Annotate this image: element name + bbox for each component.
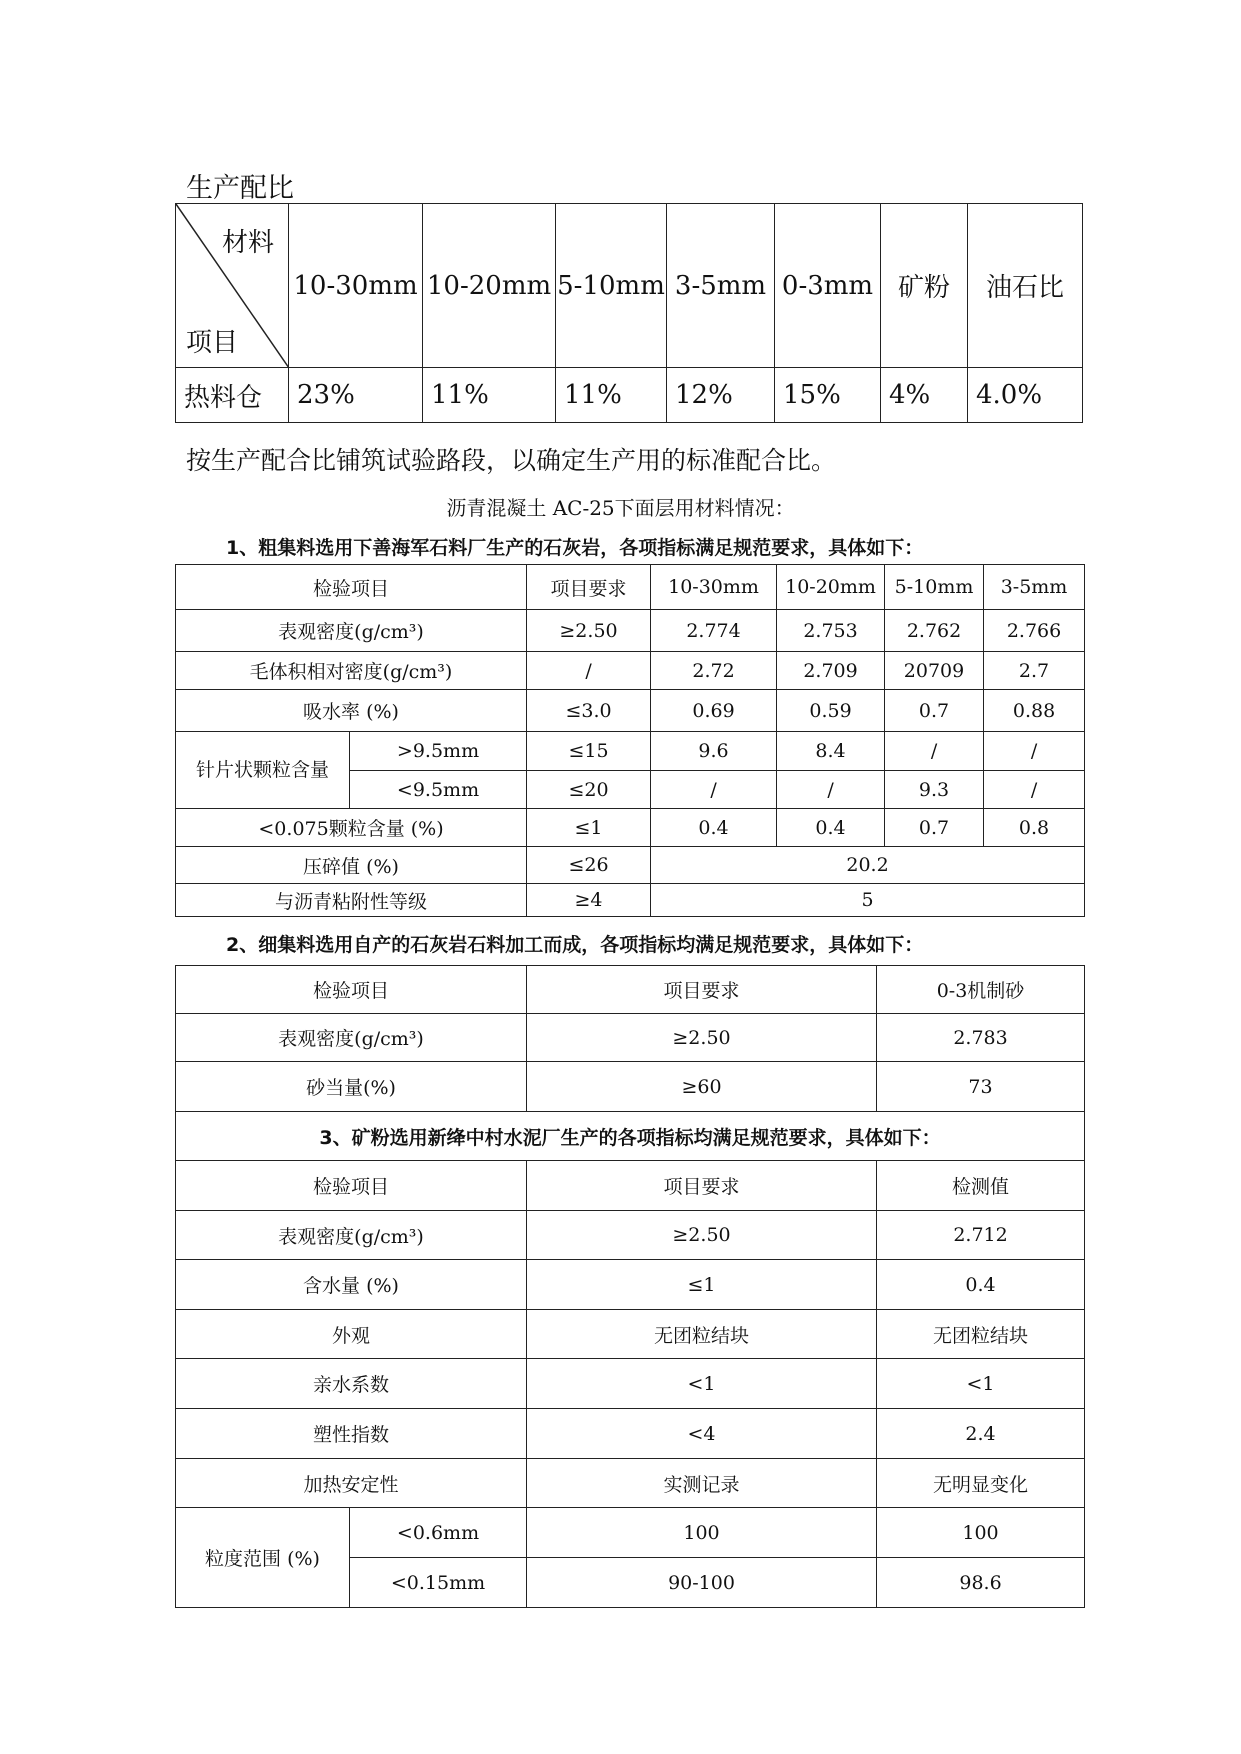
table-header: 项目要求 (527, 1161, 877, 1211)
table-header: 检验项目 (176, 966, 527, 1014)
table-header: 检测值 (877, 1161, 1085, 1211)
value-cell: 5 (651, 884, 1085, 917)
value-cell: 2.7 (984, 652, 1085, 690)
req-cell: <1 (527, 1359, 877, 1409)
value-cell: 20709 (885, 652, 984, 690)
coarse-aggregate-table (175, 564, 1085, 917)
sub-item-cell: >9.5mm (350, 732, 527, 771)
value-cell: 100 (877, 1508, 1085, 1558)
value-cell: 0.4 (877, 1260, 1085, 1310)
table-row (176, 847, 1085, 884)
req-cell: ≤3.0 (527, 690, 651, 732)
req-cell: ≥60 (527, 1062, 877, 1112)
table-header: 检验项目 (176, 565, 527, 610)
value-cell: 20.2 (651, 847, 1085, 884)
item-cell: 外观 (176, 1310, 527, 1359)
req-cell: 实测记录 (527, 1459, 877, 1508)
req-cell: 无团粒结块 (527, 1310, 877, 1359)
table-row (176, 1310, 1085, 1359)
section1-title: 1、粗集料选用下善海军石料厂生产的石灰岩，各项指标满足规范要求，具体如下： (226, 537, 924, 559)
table-header: 项目要求 (527, 966, 877, 1014)
mix-col-header: 10-20mm (423, 204, 556, 368)
mix-col-header: 5-10mm (556, 204, 667, 368)
req-cell: ≥2.50 (527, 1211, 877, 1260)
mix-value: 15% (775, 368, 881, 423)
table-row (176, 732, 1085, 771)
item-cell: 加热安定性 (176, 1459, 527, 1508)
value-cell: 0.7 (885, 809, 984, 847)
req-cell: <4 (527, 1409, 877, 1459)
value-cell: 2.709 (777, 652, 885, 690)
item-cell: 含水量 (%) (176, 1260, 527, 1310)
table-row (176, 1459, 1085, 1508)
value-cell: / (777, 771, 885, 809)
mix-col-header: 0-3mm (775, 204, 881, 368)
item-cell: 针片状颗粒含量 (176, 732, 350, 809)
table-row (176, 610, 1085, 652)
value-cell: 2.774 (651, 610, 777, 652)
req-cell: / (527, 652, 651, 690)
value-cell: 2.766 (984, 610, 1085, 652)
table-row (176, 1211, 1085, 1260)
table-header: 0-3机制砂 (877, 966, 1085, 1014)
table-header: 3-5mm (984, 565, 1085, 610)
item-cell: 表观密度(g/cm³) (176, 610, 527, 652)
sub-item-cell: <9.5mm (350, 771, 527, 809)
value-cell: 0.4 (777, 809, 885, 847)
mix-value: 11% (423, 368, 556, 423)
mix-value: 4% (881, 368, 968, 423)
item-cell: 粒度范围 (%) (176, 1508, 350, 1608)
paragraph: 按生产配合比铺筑试验路段，以确定生产用的标准配合比。 (186, 446, 837, 475)
mix-col-header: 矿粉 (881, 204, 968, 368)
item-cell: 压碎值 (%) (176, 847, 527, 884)
value-cell: 0.8 (984, 809, 1085, 847)
table-row (176, 1409, 1085, 1459)
value-cell: / (984, 732, 1085, 771)
item-cell: 砂当量(%) (176, 1062, 527, 1112)
item-cell: 与沥青粘附性等级 (176, 884, 527, 917)
item-cell: 表观密度(g/cm³) (176, 1014, 527, 1062)
sub-item-cell: <0.15mm (350, 1558, 527, 1608)
req-cell: ≤1 (527, 809, 651, 847)
table-header: 10-30mm (651, 565, 777, 610)
table-header: 检验项目 (176, 1161, 527, 1211)
item-cell: 表观密度(g/cm³) (176, 1211, 527, 1260)
item-cell: 塑性指数 (176, 1409, 527, 1459)
value-cell: 9.6 (651, 732, 777, 771)
mix-col-header: 油石比 (968, 204, 1083, 368)
value-cell: 0.7 (885, 690, 984, 732)
value-cell: / (885, 732, 984, 771)
table-row (176, 1062, 1085, 1112)
value-cell: 无明显变化 (877, 1459, 1085, 1508)
value-cell: 2.783 (877, 1014, 1085, 1062)
value-cell: / (984, 771, 1085, 809)
value-cell: / (651, 771, 777, 809)
mix-value: 12% (667, 368, 775, 423)
page-heading: 生产配比 (186, 173, 294, 204)
req-cell: ≥2.50 (527, 1014, 877, 1062)
table-row (176, 690, 1085, 732)
mix-col-header: 10-30mm (289, 204, 423, 368)
sub-item-cell: <0.6mm (350, 1508, 527, 1558)
value-cell: <1 (877, 1359, 1085, 1409)
mix-value: 23% (289, 368, 423, 423)
mix-row-label: 热料仓 (176, 368, 289, 423)
subtitle: 沥青混凝土 AC-25下面层用材料情况： (446, 496, 795, 520)
req-cell: ≤20 (527, 771, 651, 809)
value-cell: 无团粒结块 (877, 1310, 1085, 1359)
value-cell: 2.4 (877, 1409, 1085, 1459)
table-header: 10-20mm (777, 565, 885, 610)
corner-label-item: 项目 (186, 328, 239, 358)
value-cell: 9.3 (885, 771, 984, 809)
mix-value: 11% (556, 368, 667, 423)
value-cell: 0.88 (984, 690, 1085, 732)
corner-label-material: 材料 (221, 228, 274, 258)
req-cell: ≥2.50 (527, 610, 651, 652)
table-row (176, 652, 1085, 690)
req-cell: ≤15 (527, 732, 651, 771)
value-cell: 0.59 (777, 690, 885, 732)
section2-title: 2、细集料选用自产的石灰岩石料加工而成，各项指标均满足规范要求，具体如下： (226, 934, 924, 956)
table-row (176, 1359, 1085, 1409)
value-cell: 8.4 (777, 732, 885, 771)
value-cell: 2.712 (877, 1211, 1085, 1260)
req-cell: ≤1 (527, 1260, 877, 1310)
item-cell: 毛体积相对密度(g/cm³) (176, 652, 527, 690)
value-cell: 0.4 (651, 809, 777, 847)
req-cell: 90-100 (527, 1558, 877, 1608)
req-cell: 100 (527, 1508, 877, 1558)
section3-title: 3、矿粉选用新绛中村水泥厂生产的各项指标均满足规范要求，具体如下： (176, 1112, 1085, 1161)
value-cell: 2.762 (885, 610, 984, 652)
fine-aggregate-table (175, 965, 1085, 1608)
table-header: 项目要求 (527, 565, 651, 610)
value-cell: 98.6 (877, 1558, 1085, 1608)
table-row (176, 1014, 1085, 1062)
item-cell: 亲水系数 (176, 1359, 527, 1409)
mix-ratio-table (175, 203, 1083, 423)
value-cell: 0.69 (651, 690, 777, 732)
item-cell: 吸水率 (%) (176, 690, 527, 732)
table-header: 5-10mm (885, 565, 984, 610)
req-cell: ≥4 (527, 884, 651, 917)
table-row (176, 1508, 1085, 1558)
value-cell: 2.72 (651, 652, 777, 690)
value-cell: 2.753 (777, 610, 885, 652)
item-cell: <0.075颗粒含量 (%) (176, 809, 527, 847)
mix-value: 4.0% (968, 368, 1083, 423)
table-row (176, 884, 1085, 917)
mix-col-header: 3-5mm (667, 204, 775, 368)
value-cell: 73 (877, 1062, 1085, 1112)
mix-corner-cell (176, 204, 289, 368)
table-row (176, 1260, 1085, 1310)
table-row (176, 809, 1085, 847)
req-cell: ≤26 (527, 847, 651, 884)
